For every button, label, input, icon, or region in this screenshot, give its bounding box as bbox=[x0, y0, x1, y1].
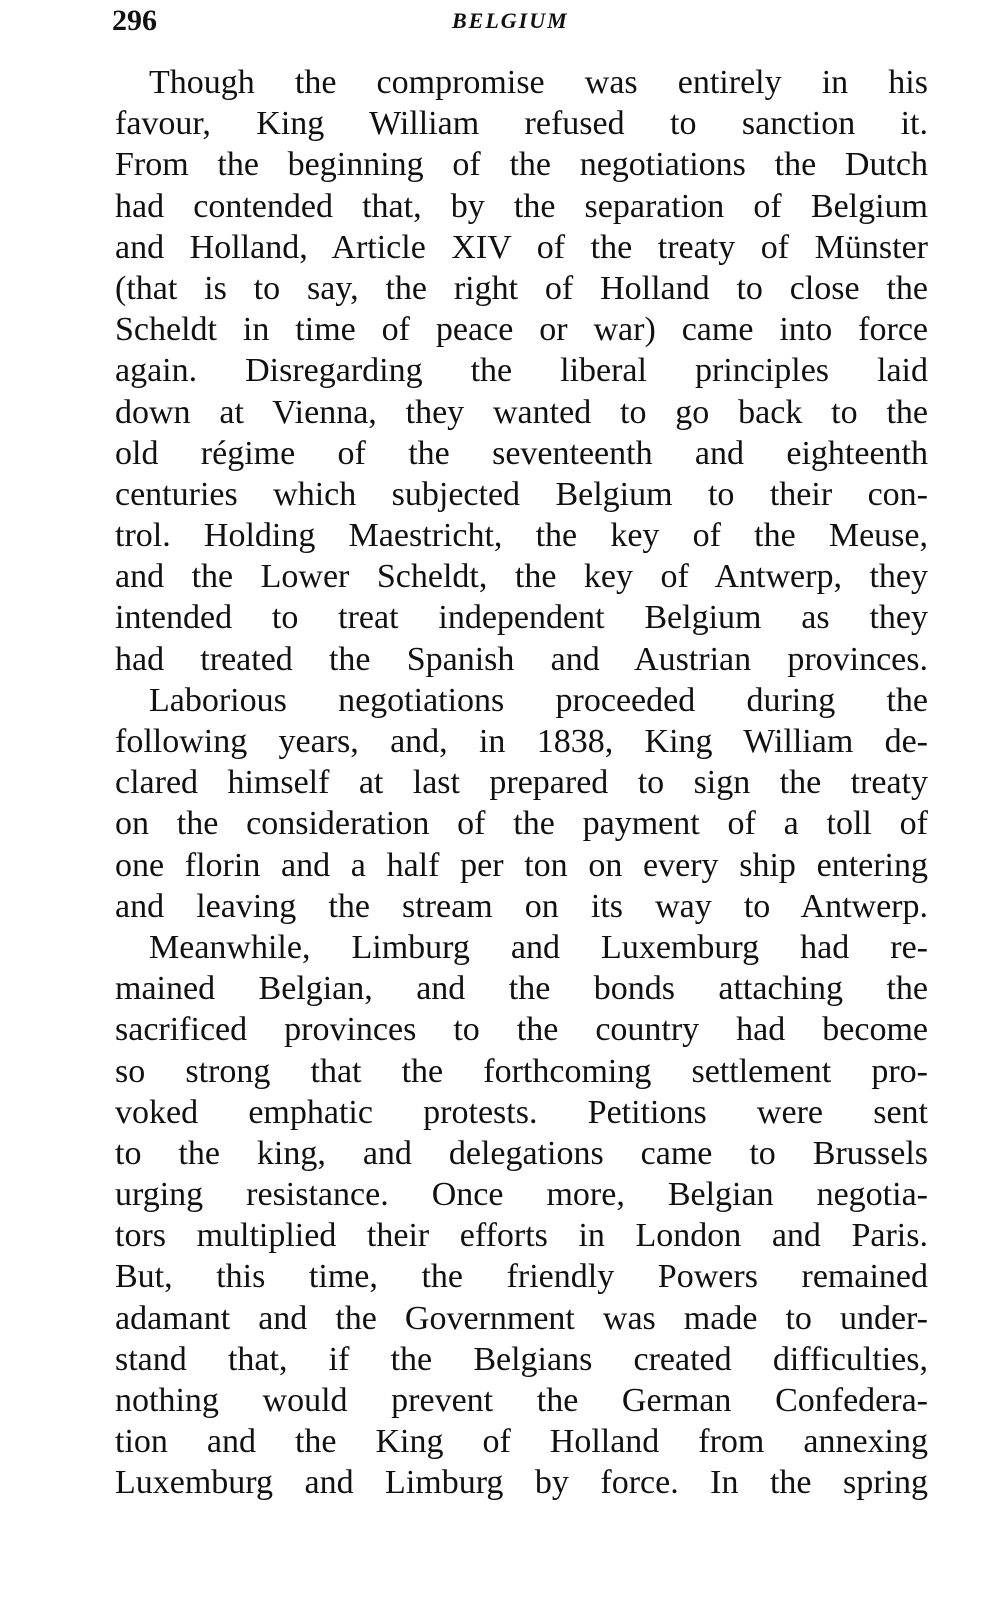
text-line: clared himself at last prepared to sign the treaty bbox=[115, 764, 928, 802]
text-line: nothing would prevent the German Confedera- bbox=[115, 1382, 928, 1419]
text-line: so strong that the forthcoming settlement pro- bbox=[115, 1052, 928, 1090]
text-line: old régime of the seventeenth and eighteenth bbox=[115, 434, 928, 472]
text-line: (that is to say, the right of Holland to close the bbox=[115, 269, 928, 307]
text-line: and the Lower Scheldt, the key of Antwerp, they bbox=[115, 558, 928, 596]
text-line: trol. Holding Maestricht, the key of the Meuse, bbox=[115, 517, 928, 555]
text-line: stand that, if the Belgians created difficulties, bbox=[115, 1340, 928, 1378]
text-line: one florin and a half per ton on every ship entering bbox=[115, 846, 928, 884]
text-line: centuries which subjected Belgium to their con- bbox=[115, 475, 928, 513]
running-title: BELGIUM bbox=[452, 8, 569, 33]
text-line: to the king, and delegations came to Brussels bbox=[115, 1134, 928, 1172]
text-line: tion and the King of Holland from annexing bbox=[115, 1423, 928, 1461]
text-line: had treated the Spanish and Austrian provinces. bbox=[115, 640, 928, 678]
text-line: following years, and, in 1838, King William de- bbox=[115, 723, 928, 760]
text-line: and leaving the stream on its way to Antwerp. bbox=[115, 887, 928, 925]
text-line: voked emphatic protests. Petitions were sent bbox=[115, 1093, 928, 1131]
text-line: Laborious negotiations proceeded during the bbox=[149, 681, 928, 719]
text-line: Luxemburg and Limburg by force. In the spring bbox=[115, 1464, 928, 1502]
text-line: Scheldt in time of peace or war) came into force bbox=[115, 311, 928, 349]
text-line: sacrificed provinces to the country had become bbox=[115, 1011, 928, 1049]
text-line: and Holland, Article XIV of the treaty of Münster bbox=[115, 228, 928, 266]
text-line: favour, King William refused to sanction it. bbox=[115, 105, 928, 143]
text-line: Though the compromise was entirely in his bbox=[149, 64, 928, 101]
text-line: intended to treat independent Belgium as they bbox=[115, 599, 928, 637]
running-head bbox=[112, 4, 932, 44]
text-line: But, this time, the friendly Powers remained bbox=[115, 1258, 928, 1296]
text-line: From the beginning of the negotiations the Dutch bbox=[115, 146, 928, 184]
text-line: had contended that, by the separation of Belgium bbox=[115, 187, 928, 225]
text-line: urging resistance. Once more, Belgian negotia- bbox=[115, 1176, 928, 1214]
text-line: mained Belgian, and the bonds attaching the bbox=[115, 970, 928, 1008]
text-line: Meanwhile, Limburg and Luxemburg had re- bbox=[149, 928, 928, 966]
text-line: again. Disregarding the liberal principles laid bbox=[115, 352, 928, 390]
page-number: 296 bbox=[112, 4, 157, 37]
text-line: tors multiplied their efforts in London and Paris. bbox=[115, 1217, 928, 1255]
text-line: adamant and the Government was made to under- bbox=[115, 1299, 928, 1337]
text-line: down at Vienna, they wanted to go back to the bbox=[115, 393, 928, 431]
text-line: on the consideration of the payment of a toll of bbox=[115, 805, 928, 843]
body-text bbox=[115, 62, 928, 1504]
